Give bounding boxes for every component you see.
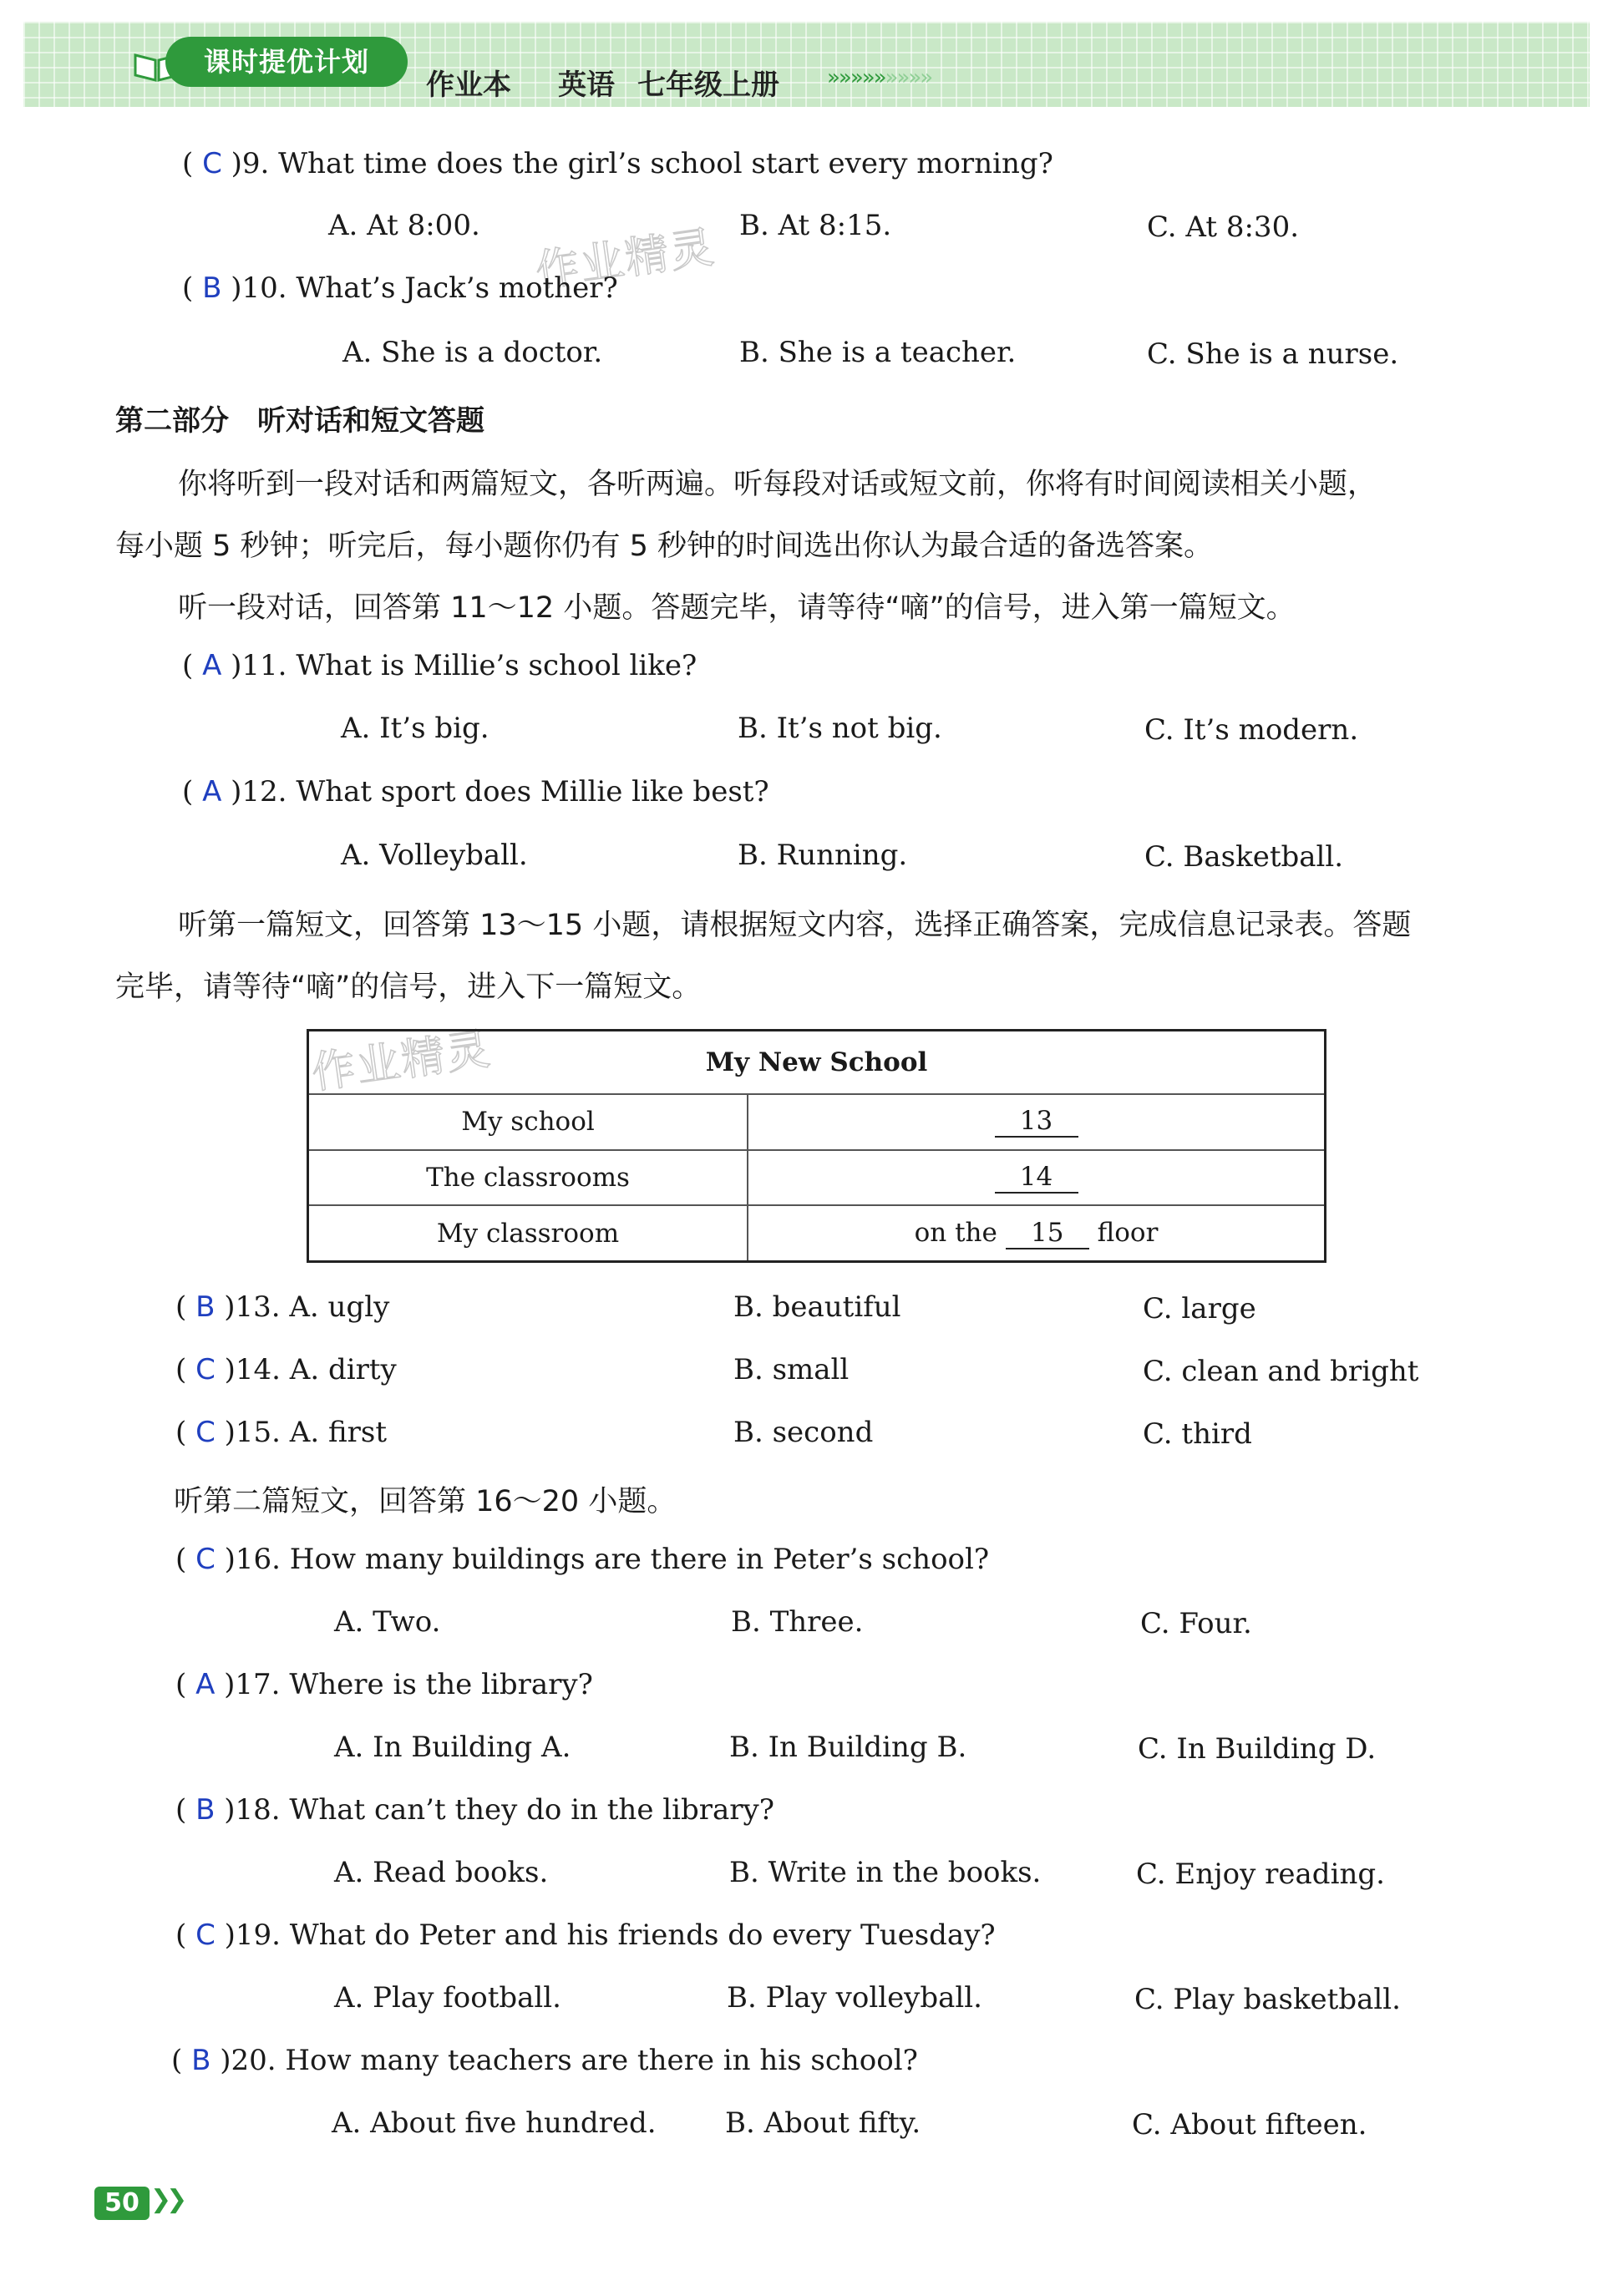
row-label: My classroom <box>308 1205 748 1261</box>
option-c: C. Play basketball. <box>1134 1983 1401 2016</box>
answer: C <box>202 147 222 180</box>
answer: A <box>195 1668 216 1701</box>
answer: B <box>202 271 222 305</box>
option-b: B. Write in the books. <box>729 1856 1042 1889</box>
question-13: ( B )13. A. ugly <box>175 1290 390 1324</box>
question-20: ( B )20. How many teachers are there in his school? <box>171 2044 918 2077</box>
option-b: B. About fifty. <box>725 2106 921 2140</box>
info-record-table <box>307 1029 1326 1263</box>
instructions: 每小题 5 秒钟；听完后，每小题你仍有 5 秒钟的时间选出你认为最合适的备选答案。 <box>115 530 1214 563</box>
row-label: The classrooms <box>308 1150 748 1206</box>
option-c: C. It’s modern. <box>1144 713 1359 747</box>
answer: C <box>195 1416 216 1449</box>
section-title: 第二部分 听对话和短文答题 <box>115 404 484 438</box>
option-c: C. clean and bright <box>1143 1355 1419 1388</box>
option-c: C. third <box>1143 1417 1252 1451</box>
option-b: B. second <box>733 1416 874 1449</box>
option-b: B. At 8:15. <box>739 209 892 242</box>
page-number: 50 <box>94 2187 150 2220</box>
option-a: A. At 8:00. <box>328 209 480 242</box>
answer: B <box>195 1793 216 1827</box>
option-a: A. Play football. <box>334 1981 561 2015</box>
option-a: A. About five hundred. <box>332 2106 657 2140</box>
answer-blank[interactable]: 14 <box>995 1162 1078 1194</box>
question-12: ( A )12. What sport does Millie like best? <box>182 775 769 808</box>
table-row <box>308 1205 1326 1261</box>
option-c: C. At 8:30. <box>1147 210 1300 244</box>
answer-blank[interactable]: 13 <box>995 1106 1078 1138</box>
option-b: B. In Building B. <box>729 1731 967 1764</box>
subject: 英语 <box>558 68 615 102</box>
row-value <box>748 1150 1326 1206</box>
option-b: B. small <box>733 1353 850 1386</box>
book-type: 作业本 <box>426 68 511 102</box>
option-c: C. In Building D. <box>1138 1732 1377 1766</box>
option-b: B. Three. <box>731 1605 864 1639</box>
row-value <box>748 1094 1326 1150</box>
table-row <box>308 1150 1326 1206</box>
answer-blank[interactable]: 15 <box>1006 1218 1089 1249</box>
question-16: ( C )16. How many buildings are there in Peter’s school? <box>175 1543 990 1576</box>
option-b: B. She is a teacher. <box>739 336 1017 369</box>
answer: A <box>202 649 222 682</box>
option-a: A. It’s big. <box>341 712 489 745</box>
question-14: ( C )14. A. dirty <box>175 1353 397 1386</box>
option-b: B. Running. <box>738 839 908 872</box>
option-a: A. Read books. <box>334 1856 549 1889</box>
option-a: A. In Building A. <box>334 1731 571 1764</box>
option-c: C. large <box>1143 1292 1256 1325</box>
question-11: ( A )11. What is Millie’s school like? <box>182 649 697 682</box>
option-a: A. Two. <box>334 1605 441 1639</box>
question-15: ( C )15. A. first <box>175 1416 388 1449</box>
option-c: C. She is a nurse. <box>1147 337 1399 371</box>
series-badge: 课时提优计划 <box>165 37 408 87</box>
option-c: C. Four. <box>1140 1607 1252 1640</box>
watermark: 作业精灵 <box>532 222 718 297</box>
question-10: ( B )10. What’s Jack’s mother? <box>182 271 618 305</box>
page-arrow-icon: ❯❯ <box>150 2185 183 2214</box>
answer: C <box>195 1353 216 1386</box>
option-b: B. beautiful <box>733 1290 901 1324</box>
header-arrows: »»»»»»»»» <box>827 65 932 90</box>
table-row <box>308 1094 1326 1150</box>
watermark: 作业精灵 <box>308 1024 495 1099</box>
question-18: ( B )18. What can’t they do in the library? <box>175 1793 774 1827</box>
answer: C <box>195 1918 216 1952</box>
answer: B <box>195 1290 216 1324</box>
option-b: B. It’s not big. <box>738 712 942 745</box>
dialog-instructions: 听一段对话，回答第 11～12 小题。答题完毕，请等待“嘀”的信号，进入第一篇短文。 <box>178 591 1296 625</box>
option-b: B. Play volleyball. <box>727 1981 982 2015</box>
table-title: My New School <box>308 1031 1326 1095</box>
option-c: C. Enjoy reading. <box>1136 1858 1385 1891</box>
option-c: C. Basketball. <box>1144 840 1344 874</box>
question-17: ( A )17. Where is the library? <box>175 1668 593 1701</box>
passage1-instructions: 听第一篇短文，回答第 13～15 小题，请根据短文内容，选择正确答案，完成信息记录表。答题 <box>178 909 1412 942</box>
option-a: A. She is a doctor. <box>342 336 603 369</box>
instructions: 你将听到一段对话和两篇短文，各听两遍。听每段对话或短文前，你将有时间阅读相关小题， <box>178 468 1377 501</box>
answer: B <box>191 2044 211 2077</box>
question-19: ( C )19. What do Peter and his friends do every Tuesday? <box>175 1918 996 1952</box>
answer: C <box>195 1543 216 1576</box>
option-c: C. About fifteen. <box>1132 2108 1367 2141</box>
answer: A <box>202 775 222 808</box>
grade-volume: 七年级上册 <box>637 68 779 102</box>
option-a: A. Volleyball. <box>341 839 528 872</box>
passage1-instructions: 完毕，请等待“嘀”的信号，进入下一篇短文。 <box>115 971 702 1004</box>
passage2-instructions: 听第二篇短文，回答第 16～20 小题。 <box>174 1485 677 1518</box>
row-value: on the 15 floor <box>748 1205 1326 1261</box>
row-label: My school <box>308 1094 748 1150</box>
question-9: ( C )9. What time does the girl’s school start every morning? <box>182 147 1053 180</box>
